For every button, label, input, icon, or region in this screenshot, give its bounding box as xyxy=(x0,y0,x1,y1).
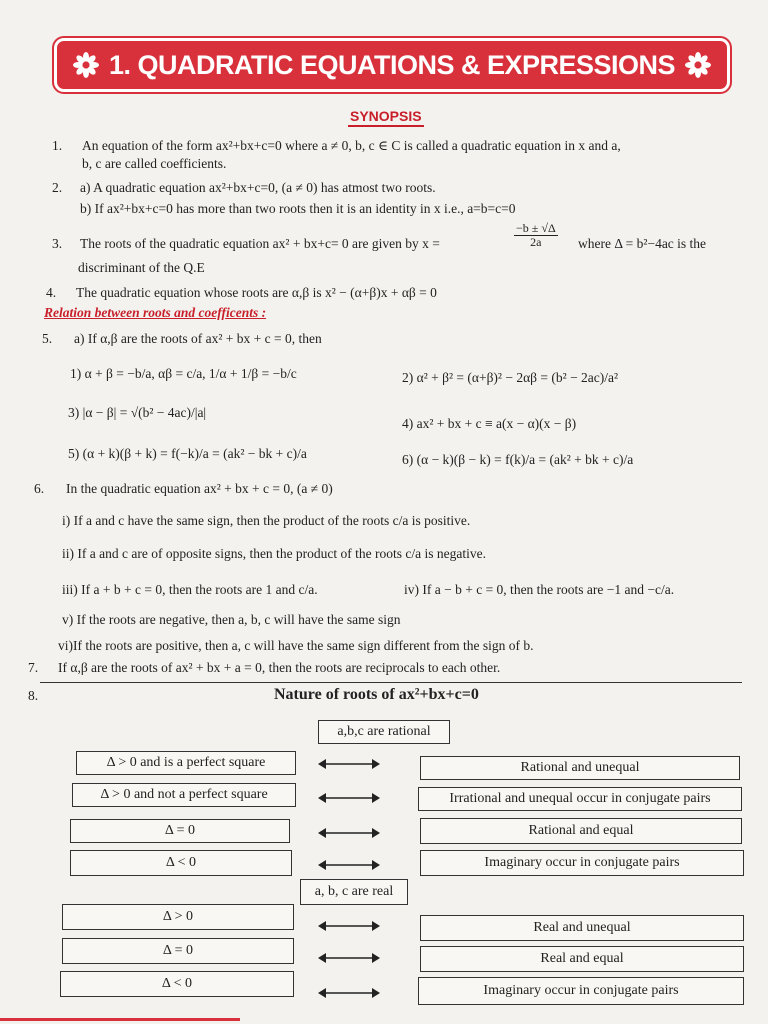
condition-box: Δ < 0 xyxy=(60,971,294,997)
item-text: v) If the roots are negative, then a, b, c will have the same sign xyxy=(62,612,401,627)
condition-box: Δ > 0 and not a perfect square xyxy=(72,783,296,807)
flower-icon xyxy=(73,52,99,78)
formula: 6) (α − k)(β − k) = f(k)/a = (ak² + bk + c)/a xyxy=(402,452,634,467)
flower-icon xyxy=(685,52,711,78)
item-text: discriminant of the Q.E xyxy=(78,260,205,275)
formula: 3) |α − β| = √(b² − 4ac)/|a| xyxy=(68,405,207,420)
double-arrow-icon xyxy=(318,792,380,804)
formula: 2) α² + β² = (α+β)² − 2αβ = (b² − 2ac)/a² xyxy=(402,370,619,385)
formula-numerator: −b ± √Δ xyxy=(516,221,556,235)
result-box: Real and unequal xyxy=(420,915,744,941)
item-text: b, c are called coefficients. xyxy=(82,156,227,171)
item-text: ii) If a and c are of opposite signs, then the product of the roots c/a is negative. xyxy=(62,546,486,561)
chapter-title: 1. QUADRATIC EQUATIONS & EXPRESSIONS xyxy=(108,49,676,80)
item-number: 6. xyxy=(34,481,45,496)
item-text: b) If ax²+bx+c=0 has more than two roots then it is an identity in x i.e., a=b=c=0 xyxy=(80,201,516,216)
item-text: An equation of the form ax²+bx+c=0 where a ≠ 0, b, c ∈ C is called a quadratic equation in x and a, xyxy=(82,138,621,153)
chapter-title-banner xyxy=(54,38,730,92)
item-text: where Δ = b²−4ac is the xyxy=(578,236,707,251)
formula: 4) ax² + bx + c ≡ a(x − α)(x − β) xyxy=(402,416,577,431)
item-number: 8. xyxy=(28,688,39,703)
condition-box: Δ < 0 xyxy=(70,850,292,876)
divider xyxy=(40,682,742,683)
result-box: Irrational and unequal occur in conjugate pairs xyxy=(418,787,742,811)
item-number: 1. xyxy=(52,138,63,153)
double-arrow-icon xyxy=(318,987,380,999)
item-number: 4. xyxy=(46,285,57,300)
quadratic-formula xyxy=(512,222,560,249)
item-number: 7. xyxy=(28,660,39,675)
item-number: 2. xyxy=(52,180,63,195)
result-box: Rational and equal xyxy=(420,818,742,844)
result-box: Real and equal xyxy=(420,946,744,972)
result-box: Imaginary occur in conjugate pairs xyxy=(418,977,744,1005)
formula-denominator: 2a xyxy=(530,235,542,249)
synopsis-heading: SYNOPSIS xyxy=(348,108,424,127)
real-label: a, b, c are real xyxy=(300,879,408,905)
double-arrow-icon xyxy=(318,920,380,932)
item-text: The roots of the quadratic equation ax² + bx+c= 0 are given by x = xyxy=(80,236,440,251)
condition-box: Δ = 0 xyxy=(70,819,290,843)
result-box: Rational and unequal xyxy=(420,756,740,780)
item-text: a) A quadratic equation ax²+bx+c=0, (a ≠ 0) has atmost two roots. xyxy=(80,180,436,195)
item-text: a) If α,β are the roots of ax² + bx + c = 0, then xyxy=(74,331,322,346)
item-text: i) If a and c have the same sign, then the product of the roots c/a is positive. xyxy=(62,513,471,528)
nature-heading: Nature of roots of ax²+bx+c=0 xyxy=(274,686,479,703)
double-arrow-icon xyxy=(318,952,380,964)
formula: 5) (α + k)(β + k) = f(−k)/a = (ak² − bk + c)/a xyxy=(68,446,307,461)
relation-heading: Relation between roots and coefficents : xyxy=(44,305,267,320)
item-number: 5. xyxy=(42,331,53,346)
item-number: 3. xyxy=(52,236,63,251)
footer-rule xyxy=(0,1018,240,1021)
condition-box: Δ > 0 xyxy=(62,904,294,930)
formula: 1) α + β = −b/a, αβ = c/a, 1/α + 1/β = −b/c xyxy=(70,366,297,381)
result-box: Imaginary occur in conjugate pairs xyxy=(420,850,744,876)
rational-label: a,b,c are rational xyxy=(318,720,450,744)
item-text: vi)If the roots are positive, then a, c will have the same sign different from the sign of b. xyxy=(58,638,534,653)
double-arrow-icon xyxy=(318,758,380,770)
item-text: The quadratic equation whose roots are α,β is x² − (α+β)x + αβ = 0 xyxy=(76,285,437,300)
item-text: In the quadratic equation ax² + bx + c = 0, (a ≠ 0) xyxy=(66,481,333,496)
double-arrow-icon xyxy=(318,827,380,839)
condition-box: Δ = 0 xyxy=(62,938,294,964)
double-arrow-icon xyxy=(318,859,380,871)
item-text: iii) If a + b + c = 0, then the roots are 1 and c/a. xyxy=(62,582,318,597)
item-text: iv) If a − b + c = 0, then the roots are −1 and −c/a. xyxy=(404,582,675,597)
condition-box: Δ > 0 and is a perfect square xyxy=(76,751,296,775)
item-text: If α,β are the roots of ax² + bx + a = 0, then the roots are reciprocals to each other. xyxy=(58,660,501,675)
